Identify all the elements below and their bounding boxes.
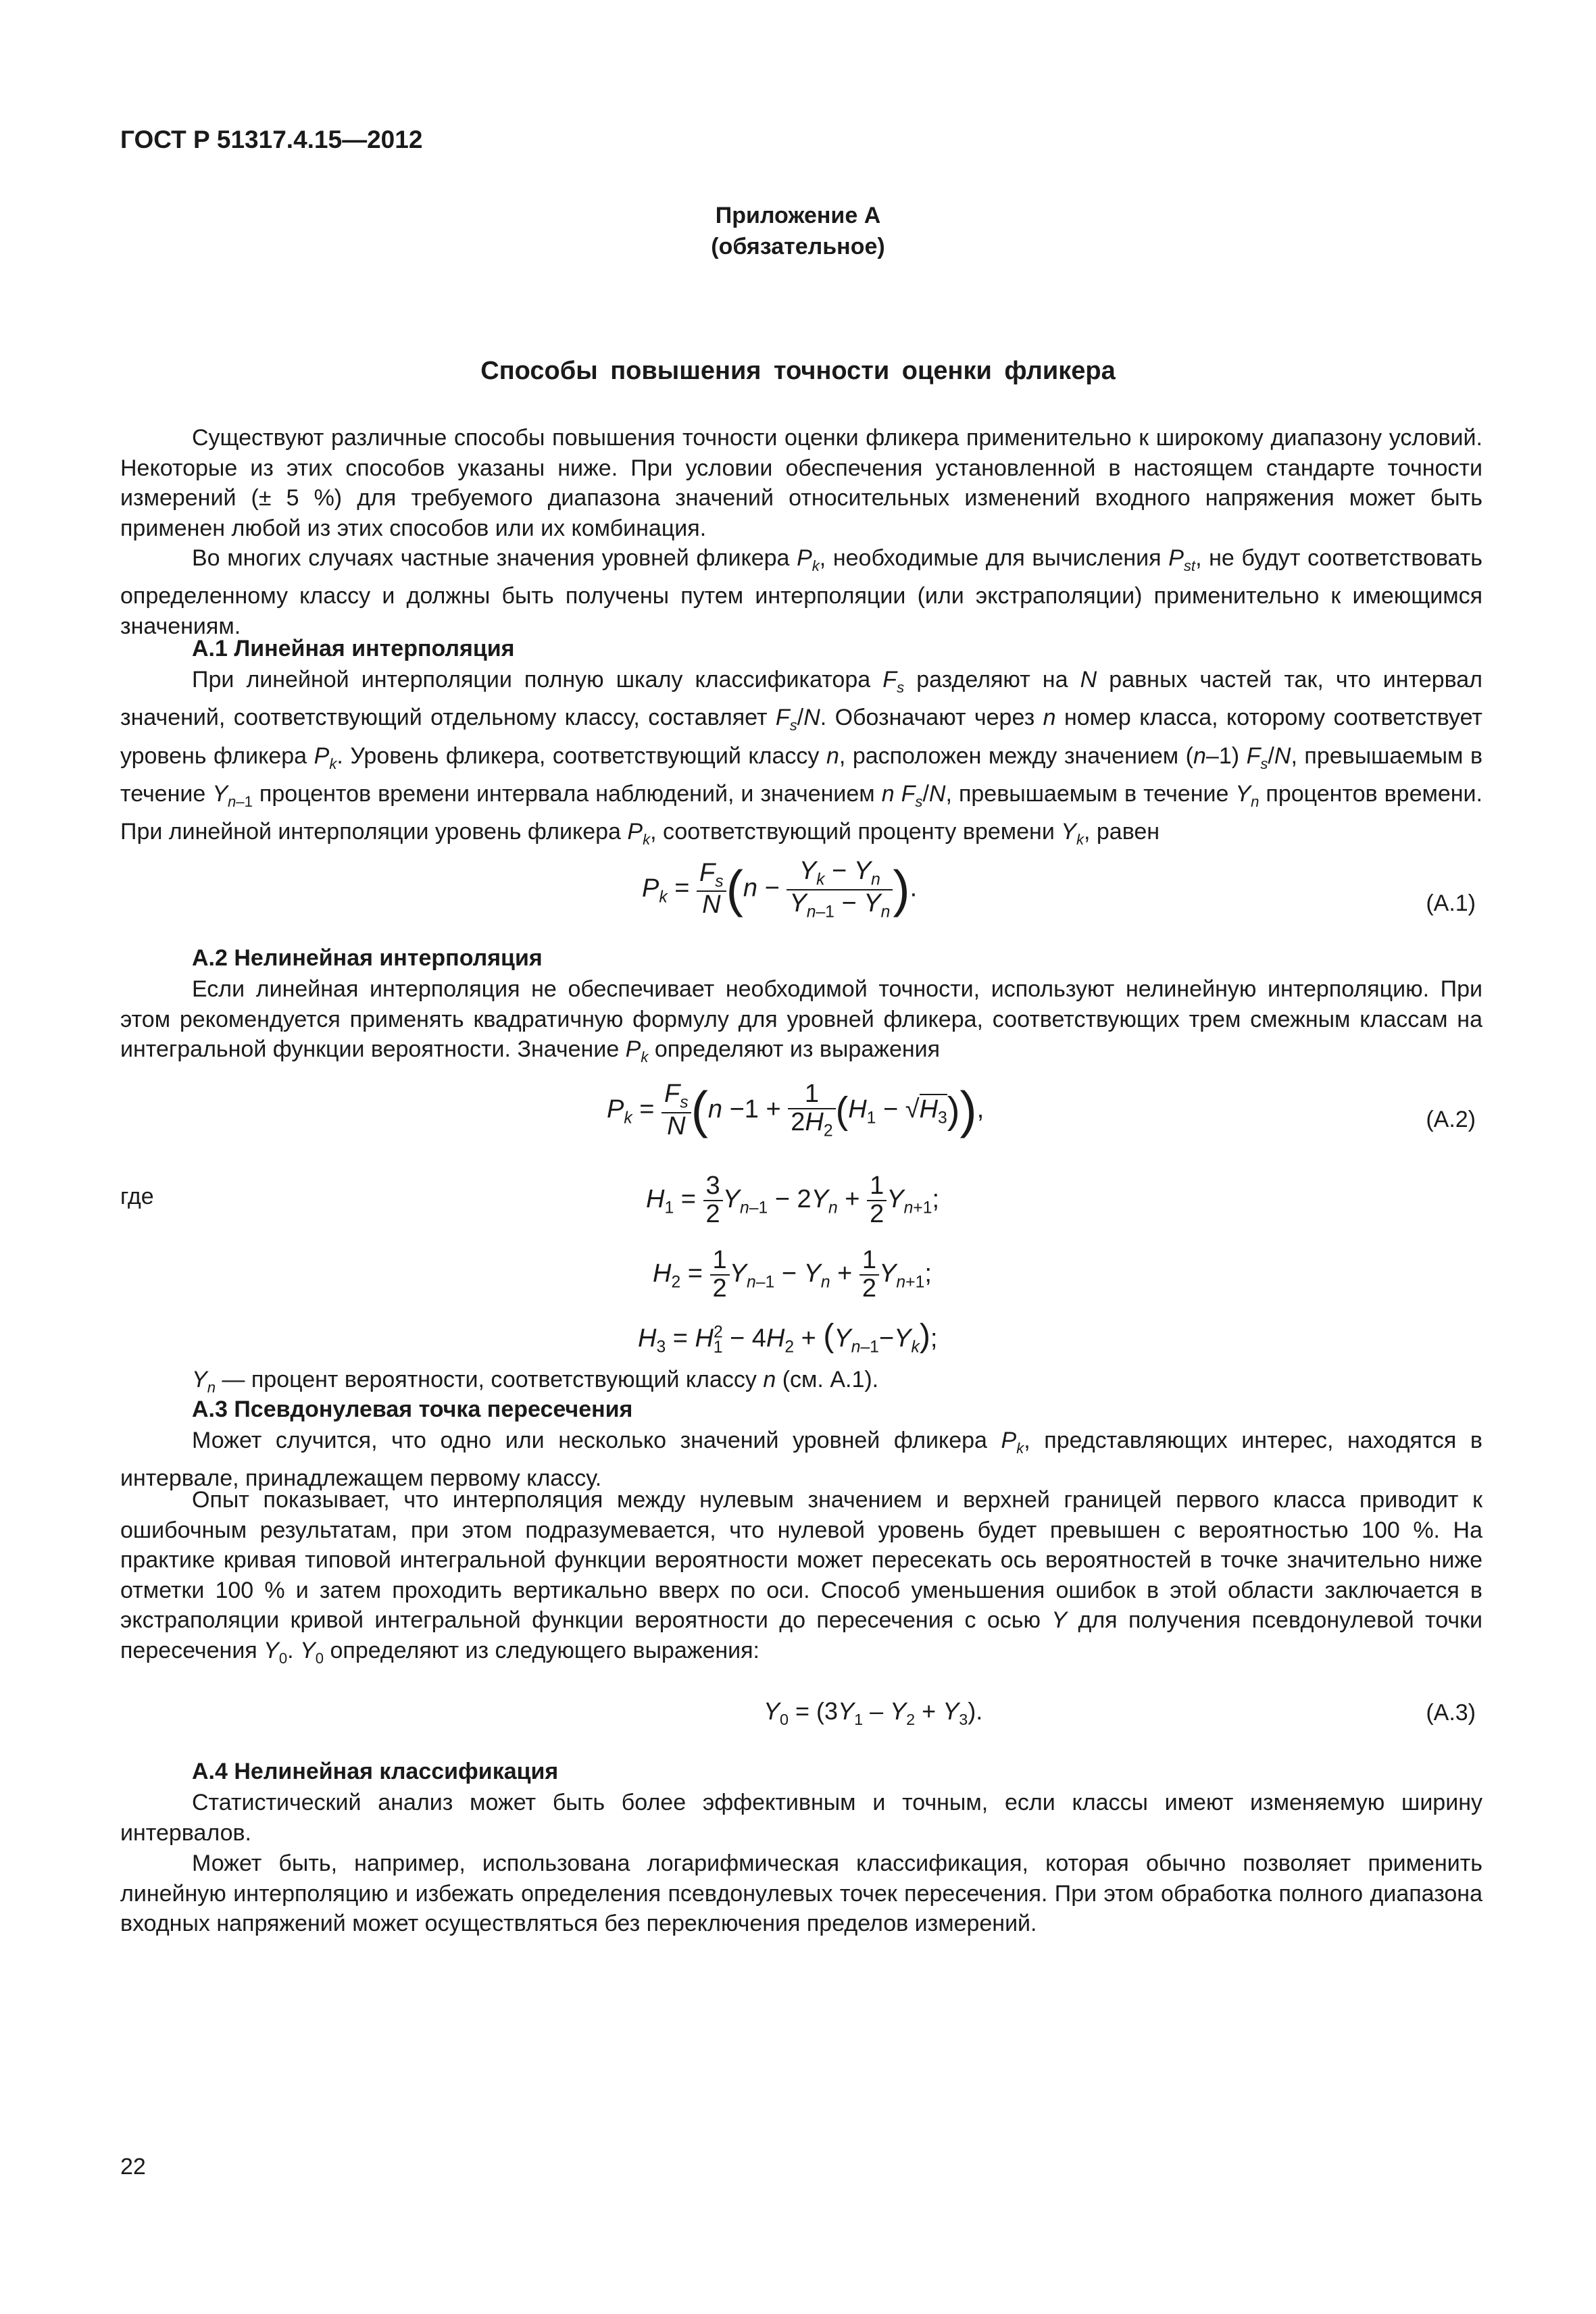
equation-h2: $H_2$ = $\frac{1}{2}$ $Y_{n-1} - Y_n$ + $\frac{1}{2}$ $Y_{n+1}$; [653,1246,932,1303]
equation-a2: $P_k$ = $\frac{F_s}{N}$ (n −1 + $\frac{1}{2H_2}$ $(H_1 - √H_3)$), [607,1080,984,1140]
document-code: ГОСТ Р 51317.4.15—2012 [120,126,423,153]
section-a1-paragraph: При линейной интерполяции полную шкалу классификатора $F_s$ разделяют на N равных частей так, что интервал значений, соответствующий отдельному классу, составляет $F_s/N$. Обозначают через n номер класса, которому соответствует уровень фликера $P_k$. Уровень фликера, соответствующий классу n, расположен между значением (n–1) $F_s/N$, превышаемым в течение $Y_{n-1}$ процентов времени интервала наблюдений, и значением n $F_s/N$, превышаемым в течение $Y_n$ процентов времени. При линейной интерполяции уровень фликера $P_k$, соответствующий проценту времени $Y_k$, равен [120,667,1483,848]
where-label: где [120,1184,154,1209]
equation-a2-number: (А.2) [1426,1107,1476,1132]
equation-a3-number: (А.3) [1426,1700,1476,1726]
section-a4-title: А.4 Нелинейная классификация [192,1759,559,1784]
intro-paragraph-2: Во многих случаях частные значения уровней фликера $P_k$, необходимые для вычисления $P_{st}$, не будут соответствовать определенному классу и должны быть получены путем интерполяции (или экстраполяции) применительно к имеющимся значениям. [120,545,1483,639]
section-a4-paragraph-1: Статистический анализ может быть более эффективным и точным, если классы имеют изменяемую ширину интервалов. [120,1790,1482,1846]
section-a3-title: А.3 Псевдонулевая точка пересечения [192,1397,633,1422]
section-a4-paragraph-2: Может быть, например, использована логарифмическая классификация, которая обычно позволяет применить линейную интерполяцию и избежать определения псевдонулевых точек пересечения. При этом обработка полного диапазона входных напряжений может осуществляться без переключения пределов измерений. [120,1851,1482,1936]
equation-a1-number: (А.1) [1426,890,1476,916]
page-number: 22 [120,2154,146,2180]
intro-paragraph-1: Существуют различные способы повышения точности оценки фликера применительно к широкому диапазону условий. Некоторые из этих способов указаны ниже. При условии обеспечения установленной в настоящем стандарте точности измерений (± 5 %) для требуемого диапазона значений относительных изменений входного напряжения может быть применен любой из этих способов или их комбинация. [120,425,1482,541]
section-a1-title: А.1 Линейная интерполяция [192,636,515,661]
section-a2-paragraph: Если линейная интерполяция не обеспечивает необходимой точности, используют нелинейную интерполяцию. При этом рекомендуется применять квадратичную формулу для уровней фликера, соответствующих трем смежным классам на интегральной функции вероятности. Значение $P_k$ определяют из выражения [120,976,1482,1065]
equation-h1: $H_1$ = $\frac{3}{2}$ $Y_{n-1} - 2Y_n$ + $\frac{1}{2}$ $Y_{n+1}$; [646,1172,940,1228]
section-a2-title: А.2 Нелинейная интерполяция [192,945,543,971]
equation-a1: $P_k$ = $\frac{F_s}{N}$ (n − $\frac{Y_k - Y_n}{Y_{n-1} - Y_n}$ ). [642,857,918,922]
annex-status: (обязательное) [711,234,885,259]
section-a3-paragraph-2: Опыт показывает, что интерполяция между нулевым значением и верхней границей первого класса приводит к ошибочным результатам, при этом подразумевается, что нулевой уровень будет превышен с вероятностью 100 %. На практике кривая типовой интегральной функции вероятности может пересекать ось вероятностей в точке значительно ниже отметки 100 % и затем проходить вертикально вверх по оси. Способ уменьшения ошибок в этой области заключается в экстраполяции кривой интегральной функции вероятности до пересечения с осью Y для получения псевдонулевой точки пересечения $Y_0$. $Y_0$ определяют из следующего выражения: [120,1487,1482,1667]
equation-h3: $H_3 = H^2_1 - 4H_2 + (Y_{n-1}-Y_k)$; [638,1318,938,1357]
section-a3-paragraph-1: Может случится, что одно или несколько значений уровней фликера $P_k$, представляющих интерес, находятся в интервале, принадлежащем первому классу. [120,1428,1482,1492]
annex-title: Приложение А [715,203,881,228]
yn-definition: $Y_n$ — процент вероятности, соответствующий классу n (см. А.1). [192,1367,879,1396]
section-heading: Способы повышения точности оценки фликера [480,357,1116,385]
equation-a3: $Y_0 = (3Y_1 - Y_2 + Y_3)$. [764,1697,983,1729]
